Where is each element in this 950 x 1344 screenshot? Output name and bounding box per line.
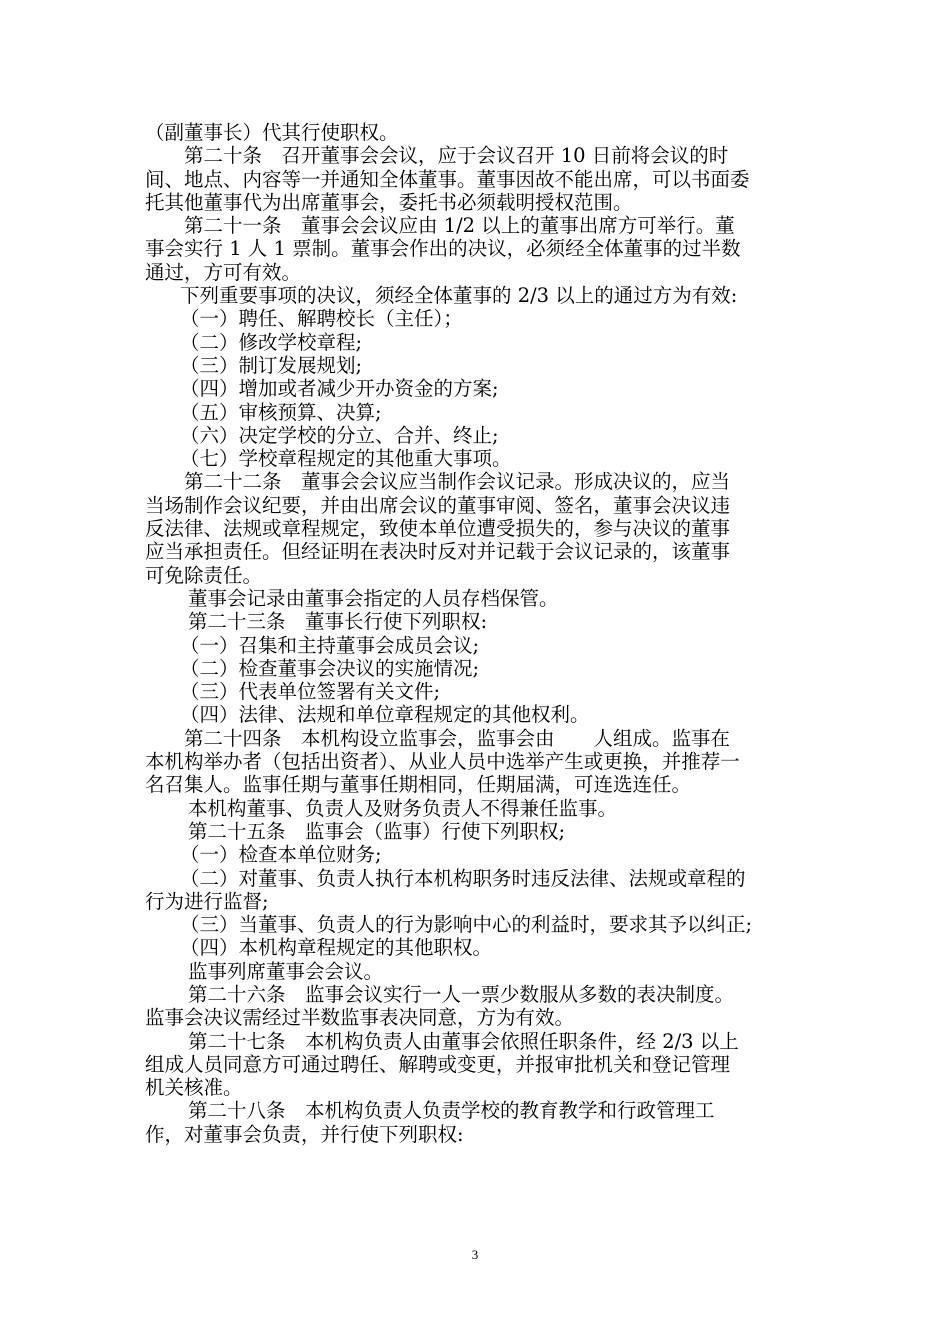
page-number: 3	[471, 1247, 479, 1262]
list-item: （一）召集和主持董事会成员会议;	[180, 633, 480, 657]
text-line: 监事列席董事会会议。	[188, 959, 384, 983]
list-item: （四）法律、法规和单位章程规定的其他权利。	[180, 703, 590, 727]
list-item: （二）检查董事会决议的实施情况;	[180, 656, 480, 680]
text-line: 反法律、法规或章程规定，致使本单位遭受损失的，参与决议的董事	[145, 517, 731, 541]
text-line: 组成人员同意方可通过聘任、解聘或变更，并报审批机关和登记管理	[145, 1052, 731, 1076]
article-24-heading: 第二十四条 本机构设立监事会，监事会由 人组成。监事在	[184, 726, 731, 750]
text-line: 董事会记录由董事会指定的人员存档保管。	[188, 586, 559, 610]
document-body	[145, 121, 825, 1146]
article-25-heading: 第二十五条 监事会（监事）行使下列职权;	[188, 819, 566, 843]
list-item: （一）检查本单位财务;	[180, 843, 382, 867]
list-item: （五）审核预算、决算;	[180, 400, 382, 424]
list-item: （三）当董事、负责人的行为影响中心的利益时，要求其予以纠正;	[180, 913, 753, 937]
list-item: （三）制订发展规划;	[180, 353, 363, 377]
text-line: 名召集人。监事任期与董事任期相同，任期届满，可连选连任。	[145, 773, 692, 797]
article-21-heading: 第二十一条 董事会会议应由 1/2 以上的董事出席方可举行。董	[184, 214, 735, 238]
list-item: （一）聘任、解聘校长（主任）；	[180, 307, 463, 331]
article-28-heading: 第二十八条 本机构负责人负责学校的教育教学和行政管理工	[188, 1099, 715, 1123]
text-line: 下列重要事项的决议，须经全体董事的 2/3 以上的通过方为有效:	[180, 284, 738, 308]
article-27-heading: 第二十七条 本机构负责人由董事会依照任职条件，经 2/3 以上	[188, 1029, 739, 1053]
text-line: 应当承担责任。但经证明在表决时反对并记载于会议记录的，该董事	[145, 540, 731, 564]
list-item: （六）决定学校的分立、合并、终止;	[180, 423, 499, 447]
list-item: （四）本机构章程规定的其他职权。	[180, 936, 493, 960]
text-line: （副董事长）代其行使职权。	[145, 121, 399, 144]
article-22-heading: 第二十二条 董事会会议应当制作会议记录。形成决议的，应当	[184, 470, 731, 494]
list-item: （二）修改学校章程;	[180, 330, 363, 354]
list-item: （三）代表单位签署有关文件;	[180, 680, 441, 704]
article-23-heading: 第二十三条 董事长行使下列职权:	[188, 610, 488, 634]
text-line: 当场制作会议纪要，并由出席会议的董事审阅、签名，董事会决议违	[145, 493, 731, 517]
text-line: 行为进行监督;	[145, 889, 269, 913]
text-line: 机关核准。	[145, 1076, 243, 1100]
list-item: （二）对董事、负责人执行本机构职务时违反法律、法规或章程的	[180, 866, 746, 890]
article-20-heading: 第二十条 召开董事会会议，应于会议召开 10 日前将会议的时	[184, 144, 729, 168]
text-line: 通过，方可有效。	[145, 260, 302, 284]
list-item: （四）增加或者减少开办资金的方案;	[180, 377, 499, 401]
text-line: 间、地点、内容等一并通知全体董事。董事因故不能出席，可以书面委	[145, 167, 750, 191]
text-line: 本机构董事、负责人及财务负责人不得兼任监事。	[188, 796, 618, 820]
list-item: （七）学校章程规定的其他重大事项。	[180, 447, 512, 471]
text-line: 事会实行 1 人 1 票制。董事会作出的决议，必须经全体董事的过半数	[145, 237, 741, 261]
article-26-heading: 第二十六条 监事会议实行一人一票少数服从多数的表决制度。	[188, 982, 735, 1006]
text-line: 作，对董事会负责，并行使下列职权:	[145, 1122, 464, 1146]
text-line: 监事会决议需经过半数监事表决同意，方为有效。	[145, 1006, 575, 1030]
text-line: 本机构举办者（包括出资者）、从业人员中选举产生或更换，并推荐一	[145, 750, 740, 774]
text-line: 托其他董事代为出席董事会，委托书必须载明授权范围。	[145, 190, 633, 214]
text-line: 可免除责任。	[145, 563, 263, 587]
